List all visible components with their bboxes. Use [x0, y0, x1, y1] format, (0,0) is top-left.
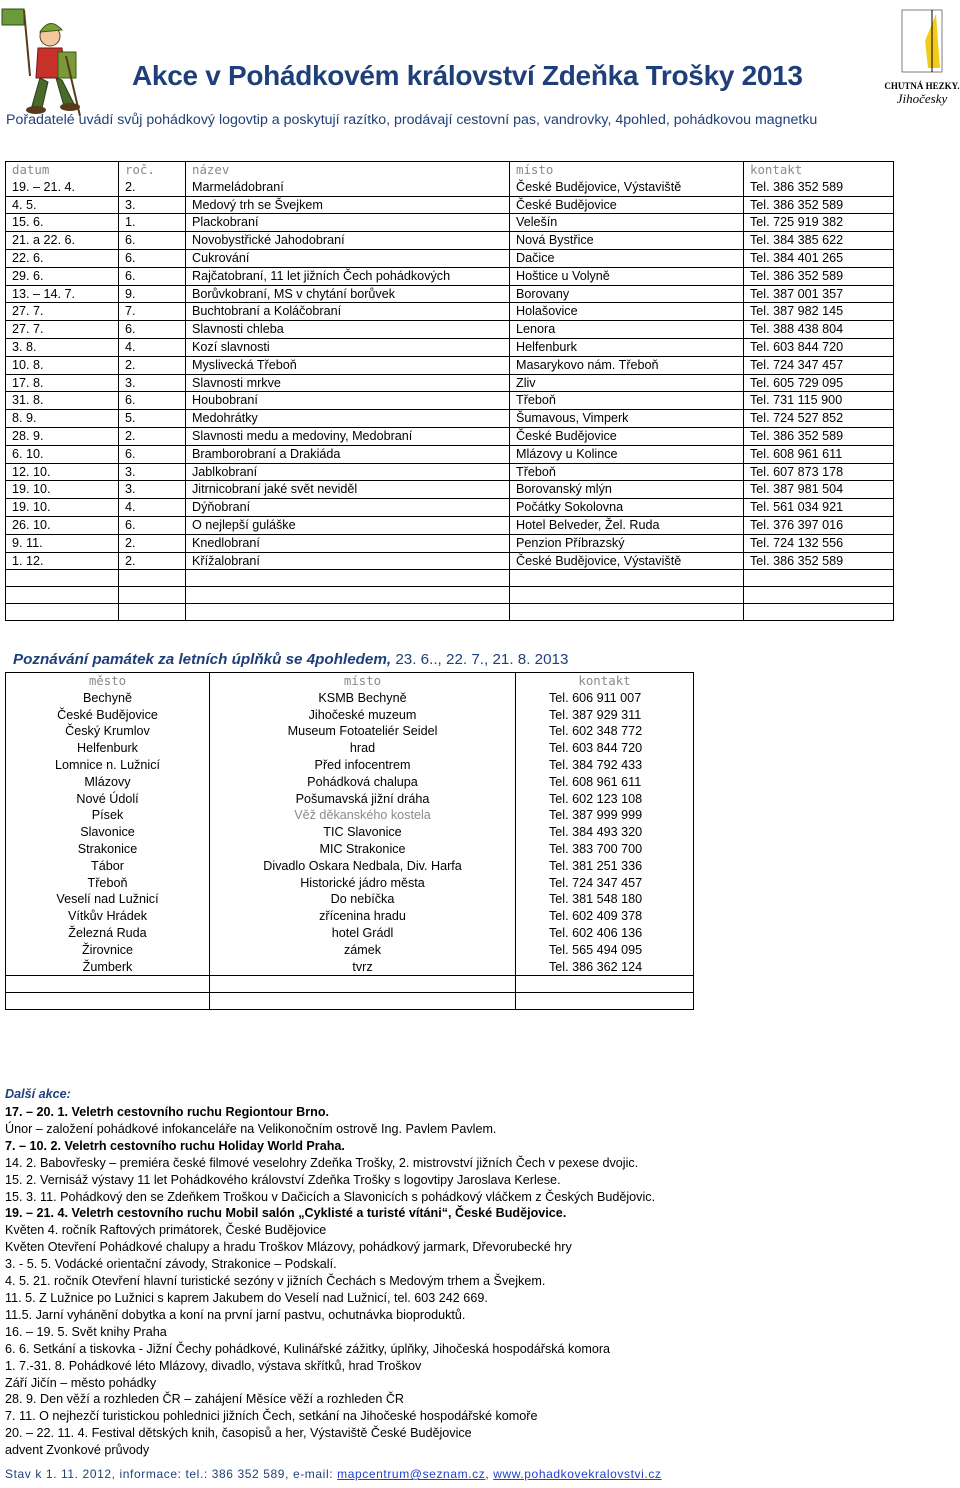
table-row	[6, 891, 694, 908]
table-row	[6, 942, 694, 959]
event-contact: Tel. 605 729 095	[744, 374, 894, 392]
event-year: 9.	[119, 285, 186, 303]
table-row	[6, 338, 894, 356]
event-name: Slavnosti chleba	[186, 321, 510, 339]
place-spot: Jihočeské muzeum	[210, 707, 516, 724]
event-name: Jablkobraní	[186, 463, 510, 481]
place-contact: Tel. 384 792 433	[516, 757, 694, 774]
empty-cell	[6, 604, 119, 621]
event-name: Knedlobraní	[186, 534, 510, 552]
table-row	[6, 925, 694, 942]
empty-row	[6, 604, 894, 621]
event-contact: Tel. 561 034 921	[744, 499, 894, 517]
empty-row	[6, 587, 894, 604]
event-name: Myslivecká Třeboň	[186, 356, 510, 374]
event-place: České Budějovice, Výstaviště	[510, 552, 744, 570]
logo-right-line2: Jihočesky	[896, 91, 948, 106]
place-spot: TIC Slavonice	[210, 824, 516, 841]
col-header-datum: datum	[6, 162, 119, 179]
event-place: Velešín	[510, 214, 744, 232]
place-contact: Tel. 383 700 700	[516, 841, 694, 858]
event-year: 4.	[119, 338, 186, 356]
event-line: 14. 2. Babovřesky – premiéra české filmové veselohry Zdeňka Trošky, 2. mistrovství jižních Čech v pexese dvojic.	[5, 1155, 639, 1170]
place-spot: hotel Grádl	[210, 925, 516, 942]
place-spot: tvrz	[210, 959, 516, 976]
event-line: 7. – 10. 2. Veletrh cestovního ruchu Holiday World Praha.	[5, 1138, 345, 1153]
event-date: 28. 9.	[6, 427, 119, 445]
event-date: 1. 12.	[6, 552, 119, 570]
section2-dates: 23. 6.., 22. 7., 21. 8. 2013	[395, 651, 569, 668]
table-row	[6, 481, 894, 499]
event-line: 7. 11. O nejhezčí turistickou pohlednici jižních Čech, setkání na Jihočeské hospodářské komoře	[5, 1409, 538, 1424]
event-year: 6.	[119, 321, 186, 339]
event-year: 6.	[119, 516, 186, 534]
table-row	[6, 214, 894, 232]
email-link[interactable]: mapcentrum@seznam.cz	[337, 1467, 486, 1481]
place-town: Železná Ruda	[6, 925, 210, 942]
table-row	[6, 249, 894, 267]
place-town: Žumberk	[6, 959, 210, 976]
place-town: Lomnice n. Lužnicí	[6, 757, 210, 774]
event-year: 6.	[119, 249, 186, 267]
place-spot: zámek	[210, 942, 516, 959]
col-header-misto2: místo	[210, 673, 516, 690]
place-town: Slavonice	[6, 824, 210, 841]
empty-row	[6, 570, 894, 587]
place-town: Tábor	[6, 858, 210, 875]
event-year: 3.	[119, 196, 186, 214]
event-name: Slavnosti medu a medoviny, Medobraní	[186, 427, 510, 445]
event-contact: Tel. 607 873 178	[744, 463, 894, 481]
event-date: 17. 8.	[6, 374, 119, 392]
event-place: Mlázovy u Kolince	[510, 445, 744, 463]
event-date: 10. 8.	[6, 356, 119, 374]
event-date: 15. 6.	[6, 214, 119, 232]
event-date: 31. 8.	[6, 392, 119, 410]
place-contact: Tel. 387 999 999	[516, 807, 694, 824]
event-name: Dýňobraní	[186, 499, 510, 517]
event-name: Marmeládobraní	[186, 179, 510, 196]
event-date: 12. 10.	[6, 463, 119, 481]
empty-cell	[516, 993, 694, 1010]
event-name: Medohrátky	[186, 410, 510, 428]
event-name: Křížalobraní	[186, 552, 510, 570]
event-year: 6.	[119, 392, 186, 410]
event-year: 7.	[119, 303, 186, 321]
event-line: 17. – 20. 1. Veletrh cestovního ruchu Regiontour Brno.	[5, 1105, 330, 1119]
table-row	[6, 707, 694, 724]
empty-cell	[510, 587, 744, 604]
event-contact: Tel. 384 385 622	[744, 232, 894, 250]
event-line: 3. - 5. 5. Vodácké orientační závody, Strakonice – Podskalí.	[5, 1257, 337, 1272]
event-line: 28. 9. Den věží a rozhleden ČR – zahájení Měsíce věží a rozhleden ČR	[5, 1392, 405, 1407]
event-place: Masarykovo nám. Třeboň	[510, 356, 744, 374]
empty-cell	[210, 976, 516, 993]
event-contact: Tel. 724 347 457	[744, 356, 894, 374]
event-line: 6. 6. Setkání a tiskovka - Jižní Čechy pohádkové, Kulinářské zážitky, úplňky, Jihočeská hospodářská komora	[5, 1341, 611, 1356]
empty-cell	[186, 570, 510, 587]
empty-cell	[516, 976, 694, 993]
event-place: Penzion Příbrazský	[510, 534, 744, 552]
empty-cell	[119, 587, 186, 604]
event-name: Buchtobraní a Koláčobraní	[186, 303, 510, 321]
empty-cell	[744, 570, 894, 587]
table-row	[6, 445, 894, 463]
events-header-row	[6, 162, 894, 179]
place-contact: Tel. 603 844 720	[516, 740, 694, 757]
event-contact: Tel. 384 401 265	[744, 249, 894, 267]
event-line: 19. – 21. 4. Veletrh cestovního ruchu Mobil salón „Cyklisté a turisté vítáni“, České Budějovice.	[5, 1206, 567, 1221]
place-contact: Tel. 387 929 311	[516, 707, 694, 724]
table-row	[6, 908, 694, 925]
col-header-roc: roč.	[119, 162, 186, 179]
event-place: České Budějovice	[510, 196, 744, 214]
event-contact: Tel. 724 527 852	[744, 410, 894, 428]
place-town: Český Krumlov	[6, 723, 210, 740]
place-spot: Věž děkanského kostela	[210, 807, 516, 824]
event-year: 4.	[119, 499, 186, 517]
event-place: Zliv	[510, 374, 744, 392]
event-name: Medový trh se Švejkem	[186, 196, 510, 214]
table-row	[6, 791, 694, 808]
place-spot: Museum Fotoateliér Seidel	[210, 723, 516, 740]
empty-cell	[510, 570, 744, 587]
event-date: 21. a 22. 6.	[6, 232, 119, 250]
event-date: 22. 6.	[6, 249, 119, 267]
event-year: 2.	[119, 356, 186, 374]
footer-separator: ,	[485, 1467, 494, 1481]
page-title: Akce v Pohádkovém království Zdeňka Trošky 2013	[132, 60, 803, 91]
event-line: Únor – založení pohádkové infokanceláře na Velikonočním ostrově Ing. Pavlem Pavlem.	[5, 1121, 497, 1136]
events-table	[5, 161, 894, 621]
chutna-hezky-logo	[884, 6, 960, 110]
empty-cell	[119, 570, 186, 587]
event-contact: Tel. 386 352 589	[744, 267, 894, 285]
place-spot: MIC Strakonice	[210, 841, 516, 858]
empty-cell	[186, 604, 510, 621]
event-year: 2.	[119, 534, 186, 552]
event-date: 4. 5.	[6, 196, 119, 214]
event-name: Slavnosti mrkve	[186, 374, 510, 392]
table-row	[6, 552, 894, 570]
event-date: 3. 8.	[6, 338, 119, 356]
place-contact: Tel. 608 961 611	[516, 774, 694, 791]
event-date: 19. 10.	[6, 481, 119, 499]
place-contact: Tel. 565 494 095	[516, 942, 694, 959]
event-contact: Tel. 731 115 900	[744, 392, 894, 410]
more-events-heading: Další akce:	[5, 1087, 71, 1101]
table-row	[6, 232, 894, 250]
event-contact: Tel. 386 352 589	[744, 196, 894, 214]
place-spot: Pošumavská jižní dráha	[210, 791, 516, 808]
event-year: 2.	[119, 179, 186, 196]
event-year: 3.	[119, 481, 186, 499]
place-contact: Tel. 381 251 336	[516, 858, 694, 875]
sail-icon	[884, 6, 960, 76]
website-link[interactable]: www.pohadkovekralovstvi.cz	[493, 1467, 662, 1481]
place-town: Strakonice	[6, 841, 210, 858]
place-town: Písek	[6, 807, 210, 824]
event-year: 2.	[119, 552, 186, 570]
event-place: Nová Bystřice	[510, 232, 744, 250]
event-year: 2.	[119, 427, 186, 445]
event-line: Září Jičín – město pohádky	[5, 1375, 157, 1390]
place-town: Žirovnice	[6, 942, 210, 959]
table-row	[6, 757, 694, 774]
place-town: Třeboň	[6, 875, 210, 892]
empty-cell	[744, 604, 894, 621]
event-place: České Budějovice	[510, 427, 744, 445]
event-line: Květen Otevření Pohádkové chalupy a hradu Troškov Mlázovy, pohádkový jarmark, Dřevorubecké hry	[5, 1240, 572, 1255]
place-spot: Do nebíčka	[210, 891, 516, 908]
empty-cell	[186, 587, 510, 604]
event-place: Třeboň	[510, 463, 744, 481]
empty-cell	[210, 993, 516, 1010]
col-header-mesto: město	[6, 673, 210, 690]
event-line: 15. 2. Vernisáž výstavy 11 let Pohádkového království Zdeňka Trošky s logovtipy Jaroslava Kerlese.	[5, 1172, 561, 1187]
event-date: 6. 10.	[6, 445, 119, 463]
event-date: 26. 10.	[6, 516, 119, 534]
table-row	[6, 303, 894, 321]
table-row	[6, 516, 894, 534]
event-line: advent Zvonkové průvody	[5, 1443, 150, 1458]
event-contact: Tel. 608 961 611	[744, 445, 894, 463]
table-row	[6, 427, 894, 445]
logo-right-line1: CHUTNÁ HEZKY.	[884, 81, 960, 91]
event-line: 15. 3. 11. Pohádkový den se Zdeňkem Troškou v Dačicích a Slavonicích s pohádkový vláčkem z Českých Budějovic.	[5, 1189, 656, 1204]
table-row	[6, 267, 894, 285]
place-spot: Před infocentrem	[210, 757, 516, 774]
place-contact: Tel. 602 123 108	[516, 791, 694, 808]
event-place: Počátky Sokolovna	[510, 499, 744, 517]
event-year: 6.	[119, 267, 186, 285]
table-row	[6, 534, 894, 552]
col-header-kontakt: kontakt	[744, 162, 894, 179]
table-row	[6, 824, 694, 841]
event-place: Lenora	[510, 321, 744, 339]
event-year: 3.	[119, 374, 186, 392]
event-name: O nejlepší guláške	[186, 516, 510, 534]
place-spot: Divadlo Oskara Nedbala, Div. Harfa	[210, 858, 516, 875]
table-row	[6, 875, 694, 892]
footer	[5, 1467, 662, 1481]
place-spot: Pohádková chalupa	[210, 774, 516, 791]
place-spot: KSMB Bechyně	[210, 690, 516, 707]
table-row	[6, 858, 694, 875]
table-row	[6, 690, 694, 707]
section2-heading	[13, 651, 568, 668]
event-date: 27. 7.	[6, 303, 119, 321]
place-contact: Tel. 602 409 378	[516, 908, 694, 925]
event-name: Plackobraní	[186, 214, 510, 232]
table-row	[6, 807, 694, 824]
event-line: 20. – 22. 11. 4. Festival dětských knih, časopisů a her, Výstaviště České Budějovice	[5, 1426, 472, 1441]
table-row	[6, 499, 894, 517]
event-date: 19. – 21. 4.	[6, 179, 119, 196]
event-name: Jitrnicobraní jaké svět neviděl	[186, 481, 510, 499]
event-place: Třeboň	[510, 392, 744, 410]
event-place: Šumavous, Vimperk	[510, 410, 744, 428]
empty-row	[6, 993, 694, 1010]
place-contact: Tel. 724 347 457	[516, 875, 694, 892]
table-row	[6, 321, 894, 339]
event-place: Borovanský mlýn	[510, 481, 744, 499]
table-row	[6, 774, 694, 791]
place-contact: Tel. 386 362 124	[516, 959, 694, 976]
event-name: Bramborobraní a Drakiáda	[186, 445, 510, 463]
event-place: Dačice	[510, 249, 744, 267]
event-year: 3.	[119, 463, 186, 481]
event-contact: Tel. 387 981 504	[744, 481, 894, 499]
event-date: 27. 7.	[6, 321, 119, 339]
place-town: Bechyně	[6, 690, 210, 707]
event-contact: Tel. 724 132 556	[744, 534, 894, 552]
event-contact: Tel. 388 438 804	[744, 321, 894, 339]
table-row	[6, 179, 894, 196]
place-contact: Tel. 381 548 180	[516, 891, 694, 908]
table-row	[6, 356, 894, 374]
event-name: Borůvkobraní, MS v chytání borůvek	[186, 285, 510, 303]
event-contact: Tel. 376 397 016	[744, 516, 894, 534]
event-line: Květen 4. ročník Raftových primátorek, České Budějovice	[5, 1223, 327, 1238]
col-header-misto: místo	[510, 162, 744, 179]
places-table	[5, 672, 694, 1010]
event-year: 1.	[119, 214, 186, 232]
col-header-nazev: název	[186, 162, 510, 179]
event-name: Rajčatobraní, 11 let jižních Čech pohádkových	[186, 267, 510, 285]
table-row	[6, 285, 894, 303]
table-row	[6, 392, 894, 410]
event-date: 19. 10.	[6, 499, 119, 517]
table-row	[6, 196, 894, 214]
event-name: Novobystřické Jahodobraní	[186, 232, 510, 250]
hiker-logo	[0, 6, 92, 120]
event-contact: Tel. 386 352 589	[744, 427, 894, 445]
place-spot: Historické jádro města	[210, 875, 516, 892]
place-town: Helfenburk	[6, 740, 210, 757]
empty-cell	[744, 587, 894, 604]
place-contact: Tel. 602 348 772	[516, 723, 694, 740]
table-row	[6, 723, 694, 740]
table-row	[6, 410, 894, 428]
event-contact: Tel. 386 352 589	[744, 552, 894, 570]
event-name: Houbobraní	[186, 392, 510, 410]
page-subtitle: Pořadatelé uvádí svůj pohádkový logovtip a poskytují razítko, prodávají cestovní pas, vandrovky, 4pohled, pohádkovou magnetku	[6, 112, 818, 128]
place-town: Vítkův Hrádek	[6, 908, 210, 925]
empty-cell	[6, 587, 119, 604]
event-year: 6.	[119, 232, 186, 250]
place-spot: zřícenina hradu	[210, 908, 516, 925]
place-town: České Budějovice	[6, 707, 210, 724]
col-header-kontakt2: kontakt	[516, 673, 694, 690]
table-row	[6, 740, 694, 757]
more-events-list	[5, 1104, 945, 1459]
event-date: 9. 11.	[6, 534, 119, 552]
event-year: 5.	[119, 410, 186, 428]
event-year: 6.	[119, 445, 186, 463]
place-town: Nové Údolí	[6, 791, 210, 808]
event-place: Hotel Belveder, Žel. Ruda	[510, 516, 744, 534]
event-line: 16. – 19. 5. Svět knihy Praha	[5, 1324, 167, 1339]
empty-cell	[119, 604, 186, 621]
event-line: 11. 5. Z Lužnice po Lužnici s kaprem Jakubem do Veselí nad Lužnicí, tel. 603 242 669.	[5, 1290, 488, 1305]
table-row	[6, 841, 694, 858]
empty-cell	[6, 976, 210, 993]
place-spot: hrad	[210, 740, 516, 757]
event-contact: Tel. 387 001 357	[744, 285, 894, 303]
place-contact: Tel. 384 493 320	[516, 824, 694, 841]
event-date: 8. 9.	[6, 410, 119, 428]
empty-cell	[6, 570, 119, 587]
table-row	[6, 374, 894, 392]
event-contact: Tel. 387 982 145	[744, 303, 894, 321]
event-name: Cukrování	[186, 249, 510, 267]
table-row	[6, 463, 894, 481]
place-contact: Tel. 602 406 136	[516, 925, 694, 942]
event-contact: Tel. 725 919 382	[744, 214, 894, 232]
table-row	[6, 959, 694, 976]
event-line: 4. 5. 21. ročník Otevření hlavní turistické sezóny v jižních Čechách s Medovým trhem a Švejkem.	[5, 1274, 546, 1289]
event-place: Helfenburk	[510, 338, 744, 356]
event-place: Hoštice u Volyně	[510, 267, 744, 285]
event-place: Borovany	[510, 285, 744, 303]
place-town: Veselí nad Lužnicí	[6, 891, 210, 908]
event-date: 29. 6.	[6, 267, 119, 285]
event-contact: Tel. 603 844 720	[744, 338, 894, 356]
empty-cell	[6, 993, 210, 1010]
event-line: 11.5. Jarní vyhánění dobytka a koní na první jarní pastvu, ochutnávka bioproduktů.	[5, 1307, 466, 1322]
places-header-row	[6, 673, 694, 690]
section2-title: Poznávání památek za letních úplňků se 4pohledem,	[13, 651, 392, 668]
place-town: Mlázovy	[6, 774, 210, 791]
empty-row	[6, 976, 694, 993]
footer-text: Stav k 1. 11. 2012, informace: tel.: 386 352 589, e-mail:	[5, 1467, 338, 1481]
place-contact: Tel. 606 911 007	[516, 690, 694, 707]
empty-cell	[510, 604, 744, 621]
event-place: Holašovice	[510, 303, 744, 321]
event-place: České Budějovice, Výstaviště	[510, 179, 744, 196]
event-date: 13. – 14. 7.	[6, 285, 119, 303]
event-line: 1. 7.-31. 8. Pohádkové léto Mlázovy, divadlo, výstava skřítků, hrad Troškov	[5, 1358, 422, 1373]
event-name: Kozí slavnosti	[186, 338, 510, 356]
event-contact: Tel. 386 352 589	[744, 179, 894, 196]
